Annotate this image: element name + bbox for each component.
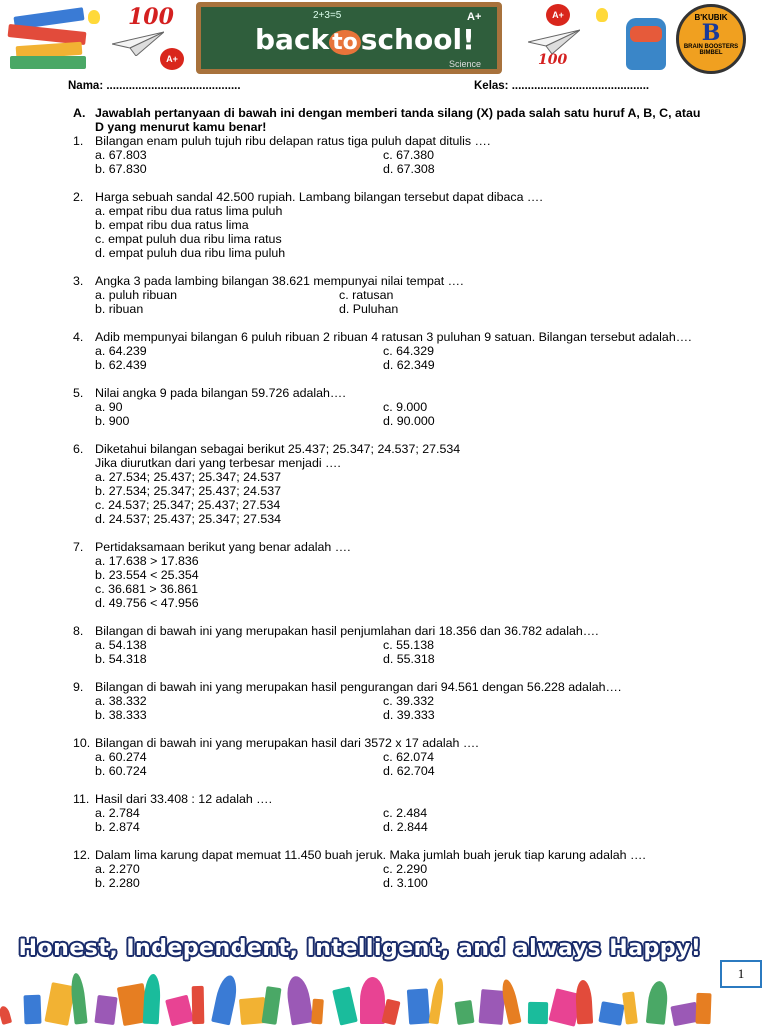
question-item — [73, 792, 701, 834]
name-field[interactable]: Nama: .......................................... — [68, 80, 241, 92]
globe-icon — [284, 975, 313, 1026]
scissors-icon — [528, 1002, 548, 1024]
answer-option[interactable]: c. 64.329 — [383, 344, 434, 358]
question-item — [73, 680, 701, 722]
answer-option[interactable]: d. empat puluh dua ribu lima puluh — [95, 246, 286, 260]
apple-grade-icon: A+ — [546, 4, 570, 26]
answer-option[interactable]: d. 49.756 < 47.956 — [95, 596, 199, 610]
answer-option[interactable]: d. 90.000 — [383, 414, 435, 428]
question-item — [73, 624, 701, 666]
answer-option[interactable]: b. ribuan — [95, 302, 144, 316]
question-number: 4. — [73, 330, 84, 344]
apple-icon — [165, 995, 194, 1027]
book-icon — [211, 974, 240, 1026]
question-number: 1. — [73, 134, 84, 148]
globe-icon — [479, 989, 506, 1025]
school-supplies-illustration — [0, 964, 720, 1024]
answer-options — [95, 638, 701, 666]
question-text: Pertidaksamaan berikut yang benar adalah …. — [95, 540, 351, 554]
score-100-icon: 100 — [128, 4, 174, 30]
logo-badge: B'KUBIK B BRAIN BOOSTERS BIMBEL — [676, 4, 746, 74]
question-header — [73, 274, 701, 288]
answer-option[interactable]: b. 2.280 — [95, 876, 140, 890]
answer-option[interactable]: d. 55.318 — [383, 652, 435, 666]
question-number: 3. — [73, 274, 84, 288]
answer-options — [95, 344, 701, 372]
answer-options — [95, 750, 701, 778]
answer-option[interactable]: d. 39.333 — [383, 708, 435, 722]
answer-option[interactable]: c. 62.074 — [383, 750, 434, 764]
paint-icon — [695, 993, 711, 1025]
answer-options — [95, 288, 701, 316]
answer-option[interactable]: b. 900 — [95, 414, 130, 428]
answer-option[interactable]: c. 55.138 — [383, 638, 434, 652]
answer-option[interactable]: c. 9.000 — [383, 400, 428, 414]
question-text: Nilai angka 9 pada bilangan 59.726 adalah…. — [95, 386, 346, 400]
answer-option[interactable]: b. 60.724 — [95, 764, 147, 778]
answer-option[interactable]: c. 67.380 — [383, 148, 434, 162]
score-100-icon: 100 — [538, 52, 568, 68]
answer-options — [95, 862, 701, 890]
pencil-icon — [192, 986, 205, 1024]
question-header — [73, 848, 701, 862]
answer-option[interactable]: a. 67.803 — [95, 148, 147, 162]
answer-option[interactable]: b. 38.333 — [95, 708, 147, 722]
answer-options — [95, 400, 701, 428]
answer-option[interactable]: c. empat puluh dua ribu lima ratus — [95, 232, 282, 246]
back-to-school-banner — [196, 2, 502, 74]
question-number: 9. — [73, 680, 84, 694]
answer-option[interactable]: c. 39.332 — [383, 694, 434, 708]
answer-option[interactable]: b. 27.534; 25.347; 25.437; 24.537 — [95, 484, 282, 498]
book-icon — [23, 995, 41, 1025]
answer-options — [95, 806, 701, 834]
ruler-icon — [261, 986, 281, 1025]
question-header — [73, 680, 701, 694]
answer-option[interactable]: a. empat ribu dua ratus lima puluh — [95, 204, 283, 218]
student-info-row — [0, 80, 768, 96]
question-text: Dalam lima karung dapat memuat 11.450 buah jeruk. Maka jumlah buah jeruk tiap karung adalah …. — [95, 848, 646, 862]
answer-option[interactable]: a. 38.332 — [95, 694, 147, 708]
question-number: 12. — [73, 848, 91, 862]
answer-option[interactable]: b. 23.554 < 25.354 — [95, 568, 199, 582]
question-number: 5. — [73, 386, 84, 400]
question-header — [73, 736, 701, 750]
answer-option[interactable]: d. Puluhan — [339, 302, 399, 316]
answer-option[interactable]: d. 62.704 — [383, 764, 435, 778]
question-number: 2. — [73, 190, 84, 204]
ruler-icon — [454, 1000, 474, 1025]
question-header — [73, 442, 701, 456]
answer-option[interactable]: a. 17.638 > 17.836 — [95, 554, 199, 568]
apple-icon — [360, 977, 385, 1024]
question-text: Adib mempunyai bilangan 6 puluh ribuan 2 ribuan 4 ratusan 3 puluhan 9 satuan. Bilangan tersebut adalah…. — [95, 330, 692, 344]
question-header — [73, 190, 701, 204]
question-text: Harga sebuah sandal 42.500 rupiah. Lambang bilangan tersebut dapat dibaca …. — [95, 190, 543, 204]
answer-option[interactable]: a. 27.534; 25.437; 25.347; 24.537 — [95, 470, 282, 484]
section-instruction — [73, 106, 701, 134]
question-item — [73, 540, 701, 610]
question-header — [73, 134, 701, 148]
answer-option[interactable]: d. 62.349 — [383, 358, 435, 372]
backpack-icon — [626, 18, 666, 70]
answer-option[interactable]: a. 2.270 — [95, 862, 140, 876]
answer-option[interactable]: a. 54.138 — [95, 638, 147, 652]
answer-option[interactable]: a. 2.784 — [95, 806, 140, 820]
question-item — [73, 848, 701, 890]
answer-option[interactable]: c. 2.484 — [383, 806, 428, 820]
pencil-icon — [0, 1005, 12, 1025]
answer-option[interactable]: a. puluh ribuan — [95, 288, 177, 302]
question-header — [73, 792, 701, 806]
pencil-icon — [575, 980, 593, 1025]
section-letter: A. — [73, 106, 86, 120]
question-item — [73, 330, 701, 372]
question-text: Angka 3 pada lambing bilangan 38.621 mempunyai nilai tempat …. — [95, 274, 464, 288]
question-header — [73, 540, 701, 554]
paper-plane-icon — [112, 30, 164, 56]
banner-aplus: A+ — [467, 11, 482, 23]
question-number: 11. — [73, 792, 90, 806]
answer-option[interactable]: c. 24.537; 25.347; 25.437; 27.534 — [95, 498, 281, 512]
question-text: Hasil dari 33.408 : 12 adalah …. — [95, 792, 273, 806]
answer-option[interactable]: d. 2.844 — [383, 820, 428, 834]
header-decoration — [0, 0, 768, 78]
answer-option[interactable]: c. 2.290 — [383, 862, 428, 876]
answer-option[interactable]: b. 2.874 — [95, 820, 140, 834]
paint-icon — [311, 999, 324, 1025]
answer-option[interactable]: a. 60.274 — [95, 750, 147, 764]
answer-option[interactable]: c. ratusan — [339, 288, 394, 302]
scissors-icon — [332, 986, 358, 1025]
crayon-icon — [428, 978, 445, 1025]
answer-option[interactable]: d. 67.308 — [383, 162, 435, 176]
question-number: 7. — [73, 540, 84, 554]
question-number: 6. — [73, 442, 84, 456]
answer-option[interactable]: b. 62.439 — [95, 358, 147, 372]
apple-grade-icon: A+ — [160, 48, 184, 70]
question-text: Bilangan di bawah ini yang merupakan hasil dari 3572 x 17 adalah …. — [95, 736, 479, 750]
question-sheet — [73, 106, 701, 890]
instruction-text: Jawablah pertanyaan di bawah ini dengan memberi tanda silang (X) pada salah satu huruf A, B, C, atau D yang menurut kamu benar! — [95, 106, 701, 134]
answer-option[interactable]: b. empat ribu dua ratus lima — [95, 218, 249, 232]
question-text-continued: Jika diurutkan dari yang terbesar menjadi …. — [95, 456, 341, 470]
class-field[interactable]: Kelas: ........................................... — [474, 80, 650, 92]
question-header — [73, 330, 701, 344]
answer-option[interactable]: c. 36.681 > 36.861 — [95, 582, 198, 596]
answer-options — [95, 470, 701, 526]
answer-option[interactable]: b. 54.318 — [95, 652, 147, 666]
question-text: Diketahui bilangan sebagai berikut 25.437; 25.347; 24.537; 27.534 — [95, 442, 461, 456]
question-text: Bilangan di bawah ini yang merupakan hasil penjumlahan dari 18.356 dan 36.782 adalah…. — [95, 624, 599, 638]
answer-options — [95, 694, 701, 722]
question-text: Bilangan di bawah ini yang merupakan hasil pengurangan dari 94.561 dengan 56.228 adalah…. — [95, 680, 622, 694]
question-item — [73, 190, 701, 260]
answer-option[interactable]: b. 67.830 — [95, 162, 147, 176]
answer-option[interactable]: d. 3.100 — [383, 876, 428, 890]
ruler-icon — [646, 980, 669, 1025]
ruler-icon — [69, 972, 87, 1024]
books-stack-icon — [6, 6, 96, 68]
crayon-icon — [622, 991, 638, 1024]
question-header — [73, 386, 701, 400]
answer-options — [95, 148, 701, 176]
lightbulb-icon — [88, 10, 100, 24]
page-number: 1 — [720, 960, 762, 988]
question-item — [73, 442, 701, 526]
footer-decoration — [0, 934, 768, 1024]
banner-equation: 2+3=5 — [313, 10, 342, 21]
question-item — [73, 386, 701, 428]
question-item — [73, 274, 701, 316]
book-icon — [598, 1001, 624, 1026]
motto-text: Honest, Independent, Intelligent, and always Happy! — [18, 936, 702, 961]
answer-option[interactable]: d. 24.537; 25.437; 25.347; 27.534 — [95, 512, 282, 526]
answer-option[interactable]: a. 64.239 — [95, 344, 147, 358]
book-icon — [407, 988, 430, 1024]
answer-options — [95, 204, 701, 260]
answer-option[interactable]: a. 90 — [95, 400, 123, 414]
lightbulb-icon — [596, 8, 608, 22]
question-number: 8. — [73, 624, 84, 638]
answer-options — [95, 554, 701, 610]
paper-plane-icon — [528, 28, 580, 54]
question-item — [73, 736, 701, 778]
banner-title: back to school! — [255, 23, 475, 56]
scissors-icon — [143, 974, 162, 1025]
question-text: Bilangan enam puluh tujuh ribu delapan ratus tiga puluh dapat ditulis …. — [95, 134, 491, 148]
question-item — [73, 134, 701, 176]
question-number: 10. — [73, 736, 91, 750]
globe-icon — [94, 995, 117, 1025]
question-header — [73, 624, 701, 638]
banner-science-label: Science — [449, 59, 482, 69]
